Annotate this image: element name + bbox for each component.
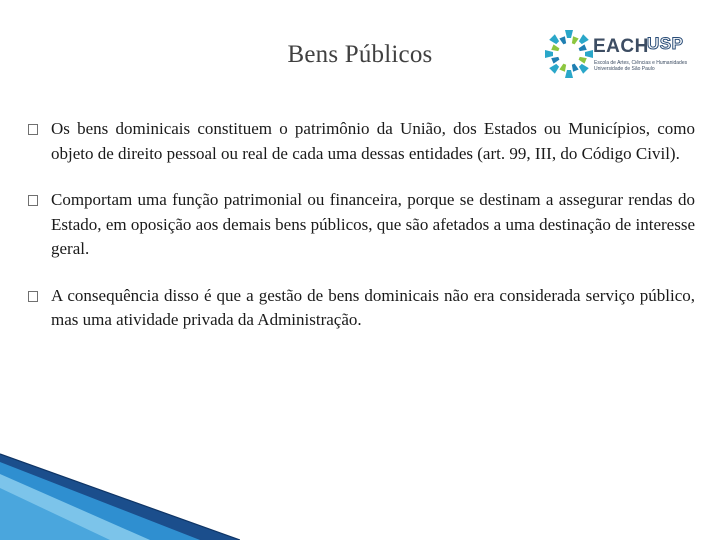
- bullet-text: Comportam uma função patrimonial ou financeira, porque se destinam a assegurar rendas do Estado, em oposição aos demais bens públicos, que são afetados a uma destinação de interesse geral.: [51, 190, 695, 258]
- each-logo-mark-icon: [543, 28, 595, 80]
- decorative-stripes: [0, 440, 240, 540]
- square-bullet-icon: [28, 291, 38, 302]
- bullet-item: [28, 188, 695, 262]
- usp-wordmark: USP: [647, 34, 684, 53]
- square-bullet-icon: [28, 124, 38, 135]
- each-wordmark: EACH: [593, 36, 649, 57]
- logo-subtitle-line1: Escola de Artes, Ciências e Humanidades: [594, 60, 688, 66]
- bullet-text: Os bens dominicais constituem o patrimônio da União, dos Estados ou Municípios, como objeto de direito pessoal ou real de cada uma dessas entidades (art. 99, III, do Código Civil).: [51, 119, 695, 163]
- slide-title: Bens Públicos: [287, 41, 433, 68]
- logo-subtitle-line2: Universidade de São Paulo: [594, 66, 655, 72]
- bullet-list: [28, 117, 695, 355]
- bullet-item: [28, 117, 695, 166]
- logo-subtitle: [594, 60, 687, 72]
- bullet-text: A consequência disso é que a gestão de bens dominicais não era considerada serviço público, mas uma atividade privada da Administração.: [51, 285, 695, 329]
- square-bullet-icon: [28, 195, 38, 206]
- bullet-item: [28, 284, 695, 333]
- each-usp-logo: [543, 28, 695, 86]
